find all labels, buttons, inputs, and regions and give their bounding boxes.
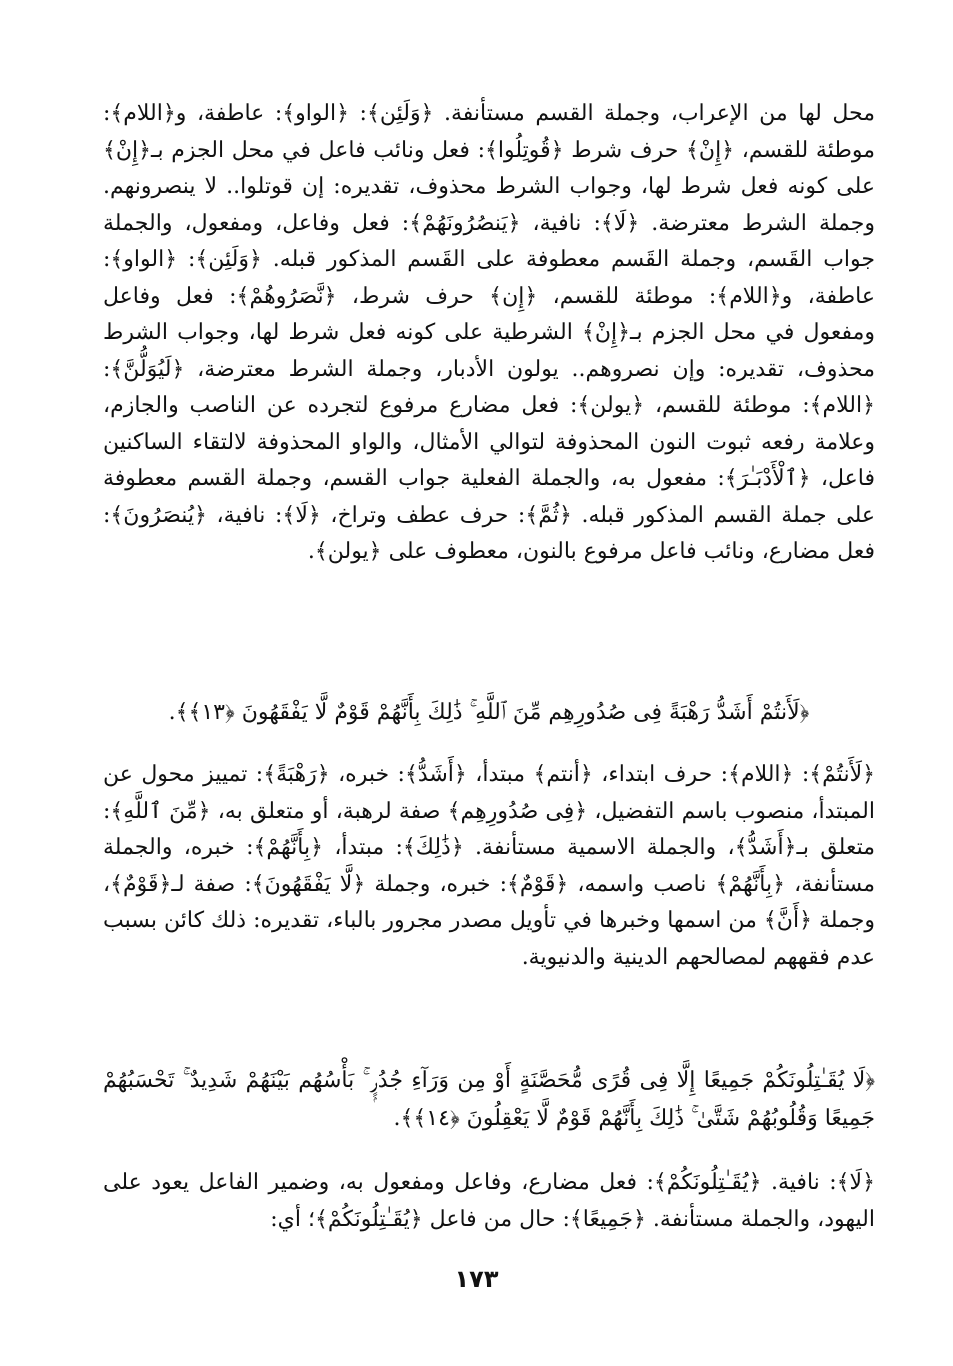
quran-verse-14: ﴿لَا يُقَـٰتِلُونَكُمْ جَمِيعًا إِلَّا فِى قُرًى مُّحَصَّنَةٍ أَوْ مِن وَرَآءِ جُدُرٍۭ ۚ بَأْسُهُم بَيْنَهُمْ شَدِيدٌ ۚ تَحْسَبُهُمْ جَمِيعًا وَقُلُوبُهُمْ شَتَّىٰ ۚ ذَٰلِكَ بِأَنَّهُمْ قَوْمٌ لَّا يَعْقِلُونَ ﴿١٤﴾﴾. [103,1068,875,1131]
page-number: ١٧٣ [454,1265,499,1293]
quran-verse-13: ﴿لَأَنتُمْ أَشَدُّ رَهْبَةً فِى صُدُورِهِم مِّنَ ٱللَّهِ ۚ ذَٰلِكَ بِأَنَّهُمْ قَوْمٌ لَّا يَفْقَهُونَ ﴿١٣﴾﴾. [168,700,810,725]
commentary-paragraph-3: ﴿لَا﴾: نافية. ﴿يُقَـٰتِلُونَكُمْ﴾: فعل مضارع، وفاعل ومفعول به، وضمير الفاعل يعود على اليهود، والجملة مستأنفة. ﴿جَمِيعًا﴾: حال من فاعل ﴿يُقَـٰتِلُونَكُمْ﴾؛ أي: [103,1170,875,1232]
commentary-paragraph-1: محل لها من الإعراب، وجملة القسم مستأنفة. ﴿وَلَئِن﴾: ﴿الواو﴾: عاطفة، و﴿اللام﴾: موطئة للقسم، ﴿إِنْ﴾ حرف شرط ﴿قُوتِلُوا﴾: فعل ونائب فاعل في محل الجزم بـ﴿إِنْ﴾ على كونه فعل شرط لها، وجواب الشرط محذوف، تقديره: إن قوتلوا.. لا ينصرونهم. وجملة الشرط معترضة. ﴿لَا﴾: نافية، ﴿يَنصُرُونَهُمْ﴾: فعل وفاعل، ومفعول، والجملة جواب القَسم، وجملة القَسم معطوفة على القَسم المذكور قبله. ﴿وَلَئِن﴾: ﴿الواو﴾: عاطفة، و﴿اللام﴾: موطئة للقسم، ﴿إِن﴾ حرف شرط، ﴿نَّصَرُوهُمْ﴾: فعل وفاعل ومفعول في محل الجزم بـ﴿إِنْ﴾ الشرطية على كونه فعل شرط لها، وجواب الشرط محذوف، تقديره: وإن نصروهم.. يولون الأدبار، وجملة الشرط معترضة، ﴿لَيُوَلُّنَّ﴾: ﴿اللام﴾: موطئة للقسم، ﴿يولن﴾: فعل مضارع مرفوع لتجرده عن الناصب والجازم، وعلامة رفعه ثبوت النون المحذوفة لتوالي الأمثال، والواو المحذوفة لالتقاء الساكنين فاعل، ﴿ٱلْأَدْبَـٰرَ﴾: مفعول به، والجملة الفعلية جواب القسم، وجملة القسم معطوفة على جملة القسم المذكور قبله. ﴿ثُمَّ﴾: حرف عطف وتراخ، ﴿لَا﴾: نافية، ﴿يُنصَرُونَ﴾: فعل مضارع، ونائب فاعل مرفوع بالنون، معطوف على ﴿يولن﴾. [103,101,875,564]
commentary-paragraph-2: ﴿لَأَنتُمْ﴾: ﴿اللام﴾: حرف ابتداء، ﴿أنتم﴾ مبتدأ، ﴿أَشَدُّ﴾: خبره، ﴿رَهْبَةً﴾: تمييز محول عن المبتدأ، منصوب باسم التفضيل، ﴿فِى صُدُورِهِم﴾ صفة لرهبة، أو متعلق به، ﴿مِّنَ ٱللَّهِ﴾: متعلق بـ﴿أَشَدُّ﴾، والجملة الاسمية مستأنفة. ﴿ذَٰلِكَ﴾: مبتدأ، ﴿بِأَنَّهُمْ﴾: خبره، والجملة مستأنفة، ﴿بِأَنَّهُمْ﴾ ناصب واسمه، ﴿قَوْمٌ﴾: خبره، وجملة ﴿لَّا يَفْقَهُونَ﴾: صفة لـ﴿قَوْمٌ﴾، وجملة ﴿أَنَّ﴾ من اسمها وخبرها في تأويل مصدر مجرور بالباء، تقديره: ذلك كائن بسبب عدم فقههم لمصالحهم الدينية والدنيوية. [103,762,876,970]
